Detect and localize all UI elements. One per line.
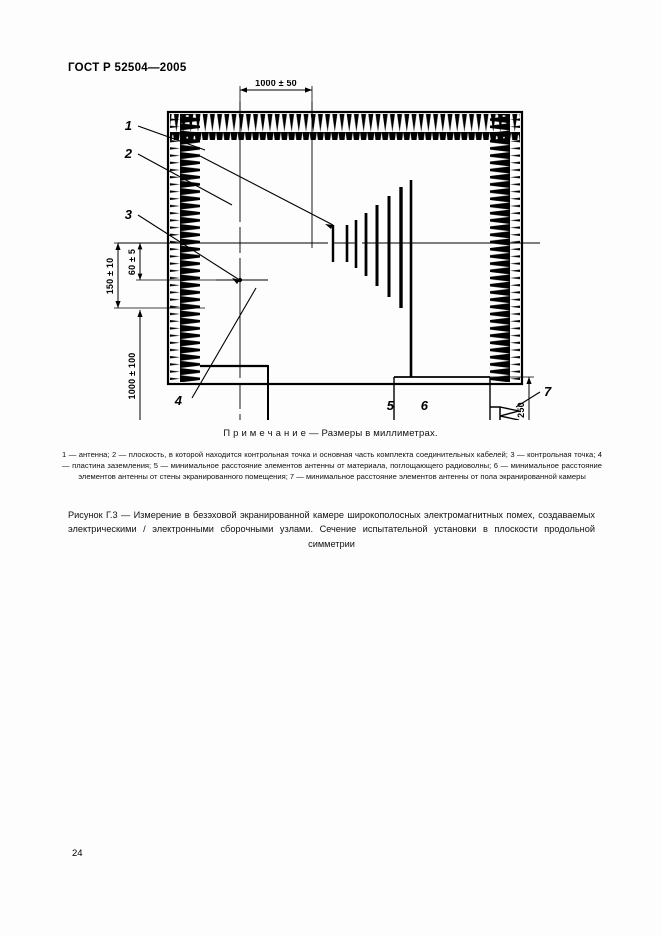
control-point-stub (216, 278, 268, 282)
chamber-cross-section-svg (0, 80, 661, 420)
note-text: П р и м е ч а н и е — Размеры в миллиметрах. (223, 428, 438, 439)
absorber-right-wall (490, 114, 520, 382)
ref-label-4: 4 (174, 393, 182, 408)
dimension-label-top: 1000 ± 50 (255, 80, 297, 88)
antenna-elements (347, 180, 411, 377)
dimension-left-1000 (127, 310, 168, 420)
dimension-label-left-150: 150 ± 10 (105, 257, 115, 295)
figure-caption: Рисунок Г.3 — Измерение в безэховой экранированной камере широкополосных электромагнитных помех, создаваемых электрическими / электронными сборочными узлами. Сечение испытательной установки в плоскости продольной симметрии (68, 510, 595, 549)
ref-label-1: 1 (124, 118, 132, 133)
ref-label-7: 7 (544, 384, 552, 399)
ref-label-2: 2 (124, 146, 132, 161)
dimension-label-left-1000: 1000 ± 100 (127, 352, 137, 400)
ref-label-5: 5 (386, 398, 394, 413)
figure-legend: 1 — антенна; 2 — плоскость, в которой находится контрольная точка и основная часть комплекта соединительных кабелей; 3 — контрольная точка; 4 — пластина заземления; 5 — минимальное расстояние элементов антенны от материала, поглощающего радиоволны; 6 — минимальное расстояние элементов антенны от стены экранированного помещения; 7 — минимальное расстояние элементов антенны от пола экранированной камеры (62, 450, 602, 482)
ref-label-6: 6 (420, 398, 428, 413)
standard-designation: ГОСТ Р 52504—2005 (68, 62, 187, 74)
dimension-label-left-60: 60 ± 5 (127, 248, 137, 276)
leader-arrowheads (232, 224, 333, 284)
absorber-left-wall (170, 114, 200, 382)
ground-plane-plate (200, 366, 268, 420)
dimension-label-right-250: 250 (516, 402, 526, 418)
chamber-outer-walls (168, 112, 522, 384)
absorber-ceiling (170, 114, 520, 140)
page-number: 24 (72, 848, 83, 859)
ref-label-3: 3 (124, 207, 132, 222)
dimension-top-1000 (240, 80, 312, 114)
figure-diagram (0, 80, 661, 420)
